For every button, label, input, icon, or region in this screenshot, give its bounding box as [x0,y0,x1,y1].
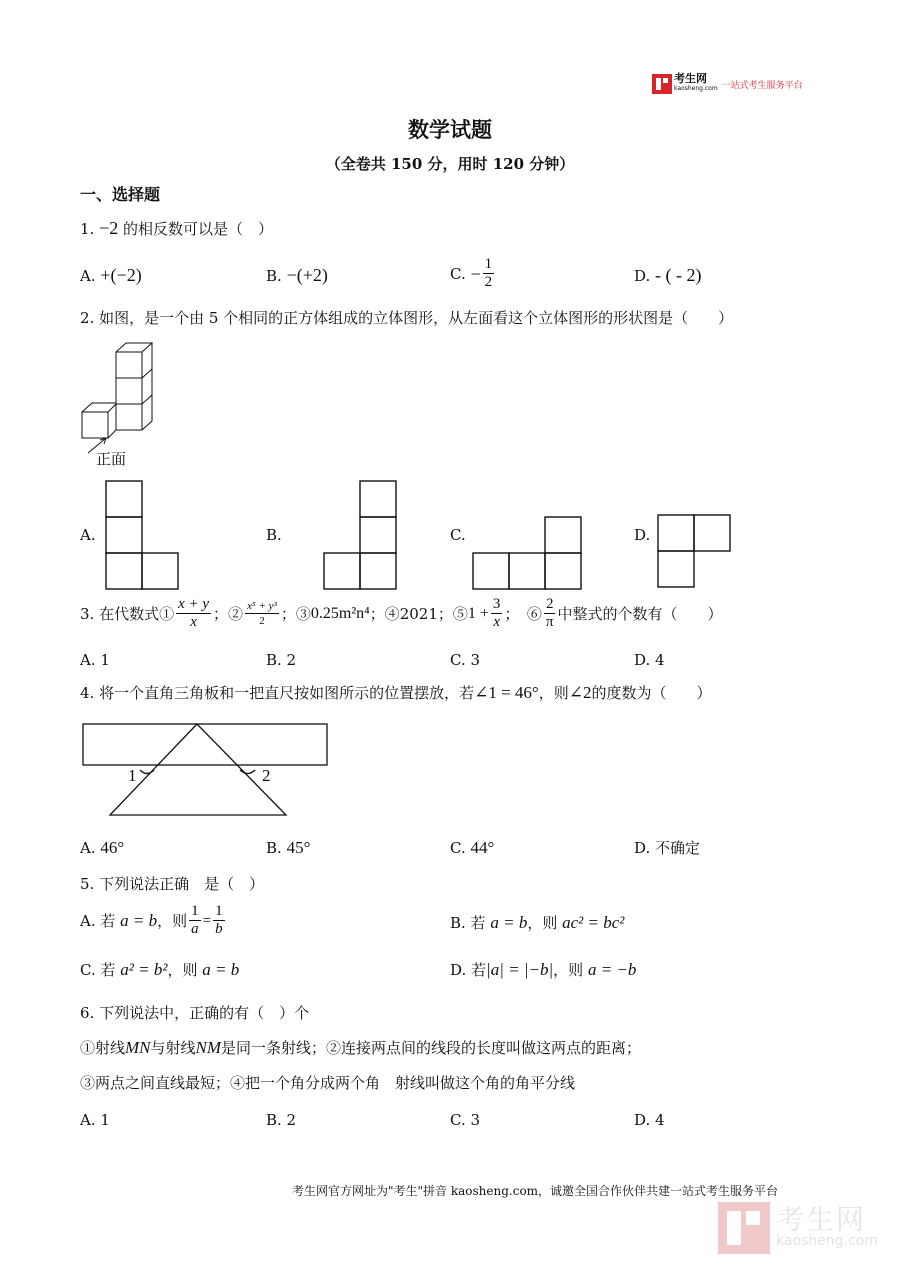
q3-fraction-5: $\frac{3}{x}$ [492,596,501,630]
angle-2-label: 2 [262,766,271,785]
angle-1-label: 1 [128,766,137,785]
q3-option-d: D. 4 [634,651,665,669]
q3-option-b: B. 2 [266,651,297,669]
q2-option-c-figure [472,516,584,590]
footer-text: 考生网官方网址为"考生"拼音 kaosheng.com，诚邀全国合作伙伴共建一站式考生服务平台 [292,1184,779,1198]
q1-option-a: A. +(−2) [80,265,142,285]
q6-option-d: D. 4 [634,1111,665,1129]
q5-option-d: D. 若|a| = |−b|，则 a = −b [450,960,637,979]
q1-option-c: C. − $\frac{1}{2}$ [450,256,493,290]
q2-option-c-label: C. [450,526,466,544]
question-4: 4. 将一个直角三角板和一把直尺按如图所示的位置摆放，若∠1 = 46°，则∠2的度数为（ ） [80,683,712,702]
q6-option-a: A. 1 [80,1111,110,1129]
q6-option-c: C. 3 [450,1111,481,1129]
q4-option-a: A. 46° [80,838,125,857]
watermark-name: 考生网 [776,1203,867,1236]
question-2: 2. 如图，是一个由 5 个相同的正方体组成的立体图形，从左面看这个立体图形的形状图是（ ） [80,309,734,327]
logo-url: kaosheng.com [674,85,718,92]
q3-fraction-2: $\frac{\text{x⁵ + y³}}{2}$ [247,600,277,627]
logo-slogan: 一站式考生服务平台 [721,80,803,91]
q2-option-b-label: B. [266,526,282,544]
question-1: 1. −2 的相反数可以是（ ） [80,218,274,238]
q3-term-3: 0.25m²n⁴ [310,604,370,622]
q2-front-label: 正面 [96,450,127,468]
section-heading: 一、选择题 [80,185,161,204]
q4-option-c: C. 44° [450,838,495,857]
q4-option-b: B. 45° [266,838,311,857]
q3-option-c: C. 3 [450,651,481,669]
question-3: 3. 在代数式① $\frac{x + y}{x}$ ；② $\frac{\text{x⁵ + y³}}{2}$ ；③ 0.25m²n⁴ ；④2021；⑤ 1 + $\frac{3}{x}$ ； ⑥ $\frac{2}{\pi}$ 中整式的个数有（ ） [80,596,723,630]
q1-option-b: B. −(+2) [266,265,328,285]
q3-option-a: A. 1 [80,651,110,669]
watermark-url: kaosheng.com [776,1233,878,1249]
watermark-icon [718,1202,770,1254]
q2-option-b-figure [323,480,399,590]
q3-fraction-1: $\frac{x + y}{x}$ [178,596,210,630]
ruler [83,724,327,765]
page-subtitle: （全卷共 150 分，用时 120 分钟） [325,155,575,173]
q6-statement-line-2: ③两点之间直线最短；④把一个角分成两个角 射线叫做这个角的角平分线 [80,1074,576,1092]
page-title: 数学试题 [408,117,492,142]
q6-statement-line-1: ①射线MN与射线NM是同一条射线；②连接两点间的线段的长度叫做这两点的距离； [80,1038,642,1057]
watermark-logo [718,1202,878,1254]
logo-name: 考生网 [674,72,707,85]
q1-option-d: D. - ( - 2) [634,265,702,285]
q5-option-b: B. 若 a = b，则 ac² = bc² [450,913,625,932]
q1-value: −2 [99,218,119,238]
question-6: 6. 下列说法中，正确的有（ ）个 [80,1004,310,1022]
q4-ruler-triangle-figure [80,720,335,820]
q2-option-a-label: A. [80,526,96,544]
logo-icon [652,74,672,94]
q6-option-b: B. 2 [266,1111,297,1129]
q3-fraction-6: $\frac{2}{\pi}$ [545,596,554,630]
q4-option-d: D. 不确定 [634,839,701,857]
q5-option-c: C. 若 a² = b²，则 a = b [80,960,240,979]
question-5: 5. 下列说法正确 是（ ） [80,875,265,893]
q5-option-a: A. 若 a = b ，则 $\frac{1}{a}$ = $\frac{1}{b}$ [80,903,223,937]
header-logo [652,73,822,95]
q2-option-d-figure [657,514,735,590]
q1-c-fraction: $\frac{1}{2}$ [484,256,493,290]
q2-option-d-label: D. [634,526,651,544]
q2-option-a-figure [105,480,181,590]
